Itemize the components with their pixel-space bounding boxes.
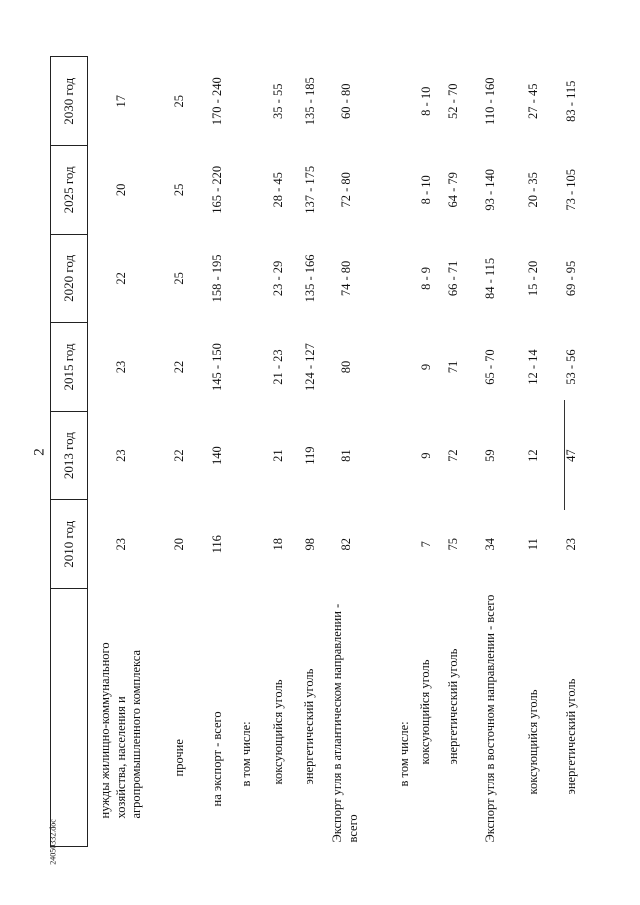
- cell: 110 - 160: [483, 77, 498, 125]
- table-row: [514, 57, 554, 847]
- cell: 119: [302, 446, 317, 465]
- table-row: [326, 57, 366, 847]
- cell: 53 - 56: [564, 349, 579, 385]
- table-row: [88, 57, 156, 847]
- cell: 93 - 140: [483, 169, 498, 211]
- cell: 23: [114, 537, 129, 551]
- rotated-table-container: [50, 57, 590, 847]
- cell: 9: [418, 452, 433, 459]
- row-label: нужды жилищно-коммунального хозяйства, населения и агропромышленного комплекса: [98, 642, 144, 819]
- cell: 11: [526, 538, 541, 551]
- row-label: коксующийся уголь: [270, 679, 285, 785]
- table-row: [467, 57, 513, 847]
- cell: 64 - 79: [446, 172, 461, 208]
- table-row: [231, 57, 263, 847]
- cell: 7: [418, 541, 433, 548]
- header-2015: 2015 год: [51, 323, 88, 412]
- cell: 22: [114, 272, 129, 285]
- cell: 60 - 80: [338, 83, 353, 119]
- cell: 72 - 80: [338, 172, 353, 208]
- table-row: [366, 57, 412, 847]
- table-row: [413, 57, 440, 847]
- page-number: 2: [31, 448, 48, 456]
- row-label: Экспорт угля в восточном направлении - всего: [482, 594, 497, 843]
- cell: 71: [446, 360, 461, 374]
- cell: 65 - 70: [483, 349, 498, 385]
- cell: 170 - 240: [209, 77, 224, 126]
- cell: 22: [171, 360, 186, 374]
- cell: 23: [114, 360, 129, 374]
- cell: 81: [338, 449, 353, 462]
- cell: 25: [171, 272, 186, 285]
- cell: 84 - 115: [483, 257, 498, 300]
- cell: [231, 323, 263, 412]
- table-header-row: [51, 57, 88, 847]
- row-label: Экспорт угля в атлантическом направлении - всего: [330, 603, 361, 843]
- row-label: в том числе:: [396, 721, 411, 787]
- cell: 116: [209, 535, 224, 554]
- cell: 12: [526, 449, 541, 462]
- cell: 9: [418, 363, 433, 371]
- cell: 47: [564, 449, 579, 462]
- cell: 20: [114, 183, 129, 197]
- cell: 25: [171, 183, 186, 197]
- cell: 23: [564, 537, 579, 551]
- cell: 80: [338, 360, 353, 374]
- cell: 21 - 23: [271, 349, 286, 385]
- cell: 8 - 9: [418, 266, 433, 290]
- table-row: [440, 57, 467, 847]
- table-row: [263, 57, 295, 847]
- coal-forecast-table: [50, 56, 590, 847]
- cell: [366, 500, 412, 589]
- table-row: [294, 57, 326, 847]
- cell: 8 - 10: [418, 175, 433, 205]
- table-row: [204, 57, 231, 847]
- cell: 20 - 35: [526, 172, 541, 208]
- cell: 165 - 220: [209, 165, 224, 214]
- cell: [231, 411, 263, 500]
- cell: 69 - 95: [564, 260, 579, 297]
- row-label: коксующийся уголь: [526, 689, 541, 795]
- cell: [231, 500, 263, 589]
- cell: 124 - 127: [302, 343, 317, 391]
- header-2020: 2020 год: [51, 234, 88, 323]
- cell: 83 - 115: [564, 80, 579, 122]
- row-label: прочие: [171, 739, 186, 777]
- cell: 135 - 166: [302, 254, 317, 303]
- cell: 34: [483, 537, 498, 551]
- cell: 28 - 45: [271, 172, 286, 208]
- row-label: энергетический уголь: [445, 648, 460, 765]
- table-row: [155, 57, 204, 847]
- document-file-id: 24050332.doc: [48, 819, 58, 865]
- cell: [366, 234, 412, 323]
- cell: [366, 57, 412, 146]
- row-label: коксующийся уголь: [418, 659, 433, 765]
- cell: 22: [171, 449, 186, 462]
- cell: [366, 323, 412, 412]
- cell: 27 - 45: [526, 83, 541, 119]
- row-label: энергетический уголь: [564, 678, 579, 795]
- header-2030: 2030 год: [51, 57, 88, 146]
- cell: 98: [302, 537, 317, 551]
- cell: 140: [209, 446, 224, 465]
- header-label-col: [51, 589, 88, 847]
- cell: 23 - 29: [271, 260, 286, 297]
- cell: [231, 234, 263, 323]
- table-row: [554, 57, 590, 847]
- cell: 75: [446, 537, 461, 551]
- cell: 20: [171, 537, 186, 551]
- cell: [366, 146, 412, 235]
- cell: [366, 411, 412, 500]
- header-2025: 2025 год: [51, 146, 88, 235]
- cell: 72: [446, 449, 461, 462]
- header-2010: 2010 год: [51, 500, 88, 589]
- cell: [231, 57, 263, 146]
- cell: 66 - 71: [446, 260, 461, 297]
- cell: 35 - 55: [271, 83, 286, 119]
- cell: 12 - 14: [526, 349, 541, 385]
- row-label: на экспорт - всего: [209, 711, 224, 807]
- cell: 135 - 185: [302, 77, 317, 126]
- cell: 52 - 70: [446, 83, 461, 119]
- cell: 18: [271, 537, 286, 551]
- cell: 23: [114, 449, 129, 462]
- header-2013: 2013 год: [51, 411, 88, 500]
- cell: 137 - 175: [302, 165, 317, 214]
- cell: 59: [483, 449, 498, 462]
- cell: 158 - 195: [209, 254, 224, 303]
- row-label: в том числе:: [239, 721, 254, 787]
- row-label: энергетический уголь: [302, 668, 317, 785]
- cell: 8 - 10: [418, 86, 433, 116]
- cell: 74 - 80: [338, 260, 353, 297]
- cell: 17: [114, 94, 129, 108]
- cell: 21: [271, 449, 286, 462]
- cell: 145 - 150: [209, 343, 224, 391]
- cell: 25: [171, 94, 186, 108]
- cell: 82: [338, 537, 353, 551]
- cell: [231, 146, 263, 235]
- cell: 15 - 20: [526, 260, 541, 297]
- cell: 73 - 105: [564, 169, 579, 211]
